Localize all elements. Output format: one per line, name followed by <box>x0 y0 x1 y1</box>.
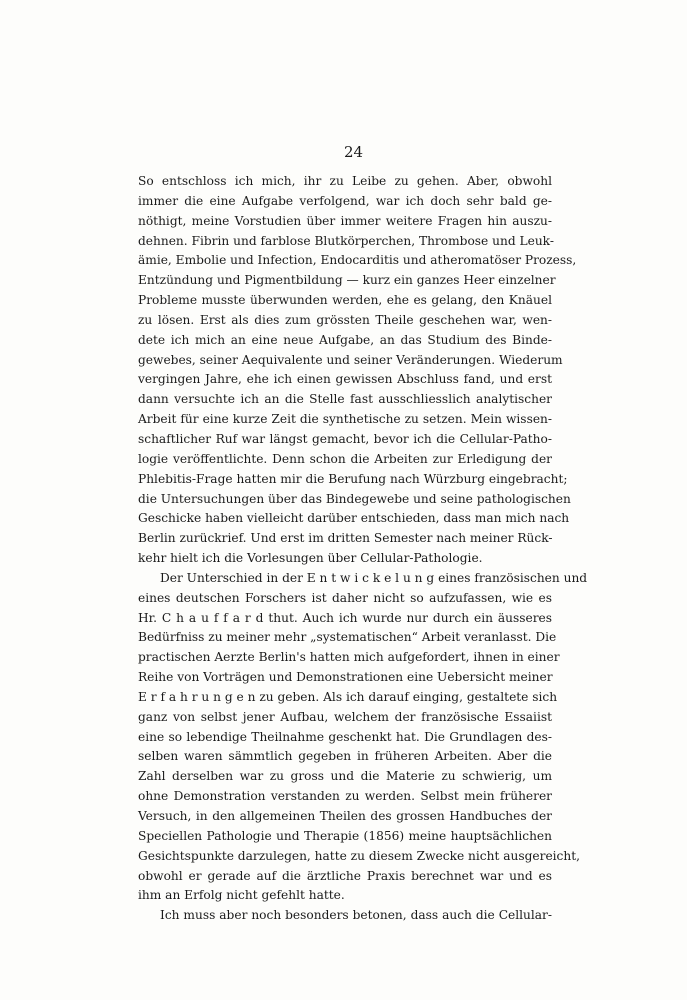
text-line: Ich muss aber noch besonders betonen, dass auch die Cellular- <box>160 908 552 923</box>
text-line: gewebes, seiner Aequivalente und seiner Veränderungen. Wiederum <box>138 352 563 367</box>
text-line: Arbeit für eine kurze Zeit die synthetische zu setzen. Mein wissen- <box>138 412 552 427</box>
text-line: selben waren sämmtlich gegeben in früheren Arbeiten. Aber die <box>138 749 552 764</box>
text-line: die Untersuchungen über das Bindegewebe und seine pathologischen <box>138 491 571 506</box>
text-line: immer die eine Aufgabe verfolgend, war ich doch sehr bald ge- <box>138 193 552 208</box>
text-line: Versuch, in den allgemeinen Theilen des grossen Handbuches der <box>138 809 552 823</box>
paragraph <box>138 906 552 926</box>
text-line: ihm an Erfolg nicht gefehlt hatte. <box>138 888 345 903</box>
text-line: Gesichtspunkte darzulegen, hatte zu diesem Zwecke nicht ausgereicht, <box>138 848 581 863</box>
paragraph <box>138 172 577 569</box>
text-line: schaftlicher Ruf war längst gemacht, bevor ich die Cellular-Patho- <box>138 431 552 446</box>
page-number: 24 <box>343 143 364 161</box>
text-line: zu lösen. Erst als dies zum grössten Theile geschehen war, wen- <box>138 312 552 327</box>
text-line: Der Unterschied in der E n t w i c k e l u n g eines französischen und <box>160 570 588 585</box>
paragraph <box>138 569 588 906</box>
text-line: eine so lebendige Theilnahme geschenkt hat. Die Grundlagen des- <box>138 729 552 744</box>
text-line: dann versuchte ich an die Stelle fast ausschliesslich analytischer <box>138 392 552 407</box>
text-line: Speciellen Pathologie und Therapie (1856) meine hauptsächlichen <box>138 828 552 843</box>
text-line: vergingen Jahre, ehe ich einen gewissen Abschluss fand, und erst <box>138 372 552 387</box>
text-line: dete ich mich an eine neue Aufgabe, an das Studium des Binde- <box>138 332 552 347</box>
text-line: practischen Aerzte Berlin's hatten mich aufgefordert, ihnen in einer <box>138 650 560 665</box>
text-line: obwohl er gerade auf die ärztliche Praxis berechnet war und es <box>138 868 552 883</box>
text-line: Hr. C h a u f f a r d thut. Auch ich wurde nur durch ein äusseres <box>138 610 552 625</box>
text-line: ämie, Embolie und Infection, Endocarditis und atheromatöser Prozess, <box>138 253 577 268</box>
text-line: Bedürfniss zu meiner mehr „systematischen“ Arbeit veranlasst. Die <box>138 630 557 645</box>
text-line: So entschloss ich mich, ihr zu Leibe zu gehen. Aber, obwohl <box>138 174 552 188</box>
text-line: Zahl derselben war zu gross und die Materie zu schwierig, um <box>138 769 552 784</box>
text-line: dehnen. Fibrin und farblose Blutkörperchen, Thrombose und Leuk- <box>138 233 554 248</box>
text-line: Berlin zurückrief. Und erst im dritten Semester nach meiner Rück- <box>138 531 553 546</box>
text-line: Entzündung und Pigmentbildung — kurz ein ganzes Heer einzelner <box>138 273 556 288</box>
text-line: logie veröffentlichte. Denn schon die Arbeiten zur Erledigung der <box>138 451 552 466</box>
text-line: ohne Demonstration verstanden zu werden. Selbst mein früherer <box>138 789 552 804</box>
text-line: E r f a h r u n g e n zu geben. Als ich darauf einging, gestaltete sich <box>138 689 558 704</box>
text-line: Geschicke haben vielleicht darüber entschieden, dass man mich nach <box>138 511 570 526</box>
text-line: Reihe von Vorträgen und Demonstrationen eine Uebersicht meiner <box>138 670 553 685</box>
text-line: kehr hielt ich die Vorlesungen über Cellular-Pathologie. <box>138 551 483 566</box>
body-text <box>138 172 588 926</box>
text-line: ganz von selbst jener Aufbau, welchem der französische Essaiist <box>138 709 552 724</box>
text-line: nöthigt, meine Vorstudien über immer weitere Fragen hin auszu- <box>138 213 552 228</box>
text-line: Probleme musste überwunden werden, ehe es gelang, den Knäuel <box>138 293 552 308</box>
text-line: Phlebitis-Frage hatten mir die Berufung nach Würzburg eingebracht; <box>138 471 568 486</box>
text-line: eines deutschen Forschers ist daher nicht so aufzufassen, wie es <box>138 590 552 605</box>
